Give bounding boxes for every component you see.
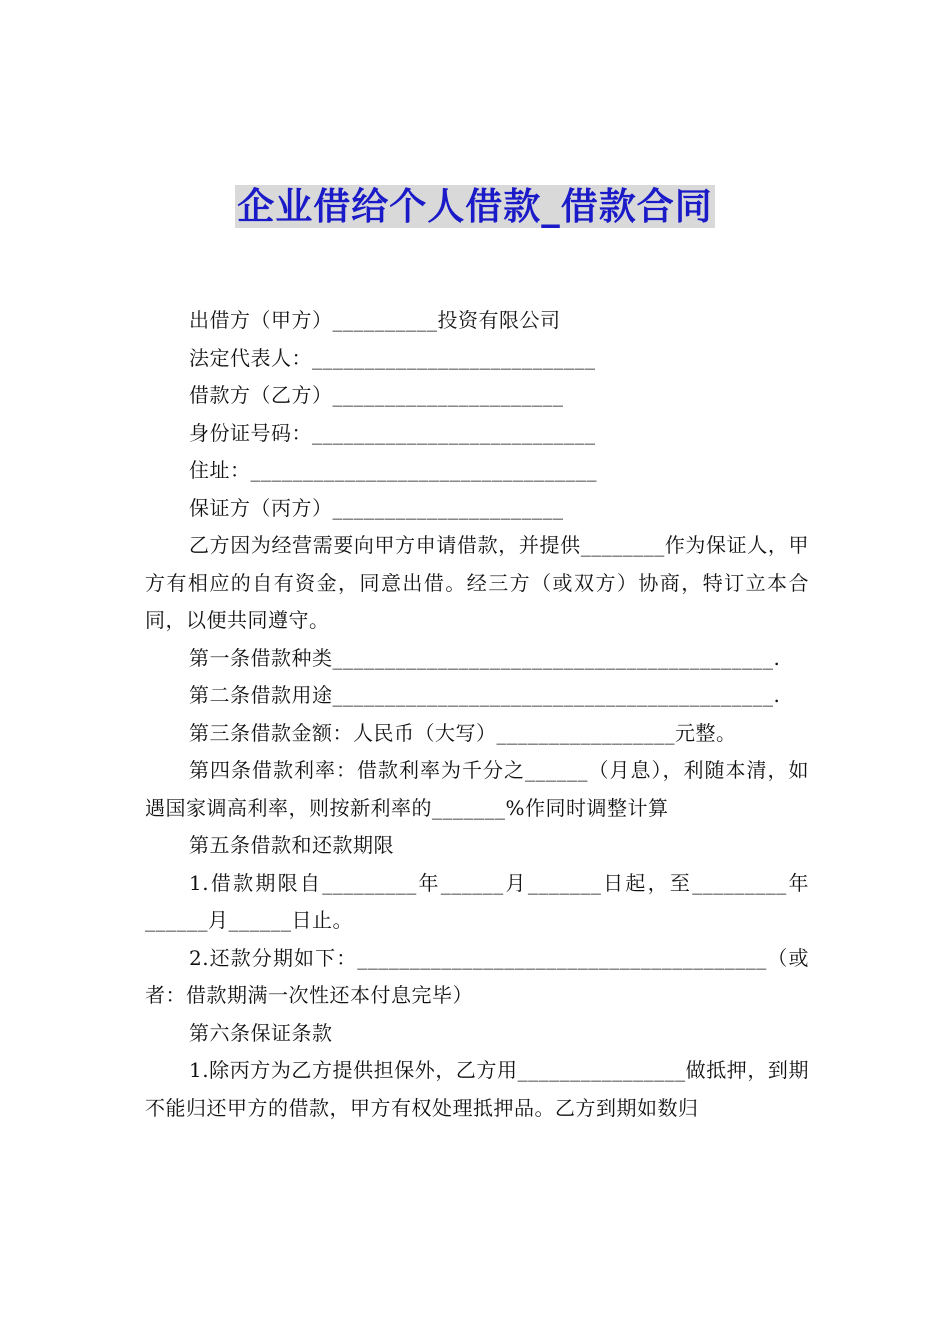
legal-rep-line: 法定代表人：___________________________: [189, 345, 596, 370]
id-number-line: 身份证号码：___________________________: [189, 420, 596, 445]
borrower-line: 借款方（乙方）______________________: [189, 383, 564, 407]
article-5-item-1: 1.借款期限自_________年______月_______日起，至_________年______月______日止。: [145, 870, 809, 932]
article-5-item-2: 2.还款分期如下：_______________________________________（或者：借款期满一次性还本付息完毕）: [145, 945, 809, 1007]
article-5-heading: 第五条借款和还款期限: [189, 833, 394, 857]
title-text: 企业借给个人借款_借款合同: [237, 185, 713, 228]
contract-body: [145, 302, 809, 1127]
article-4-interest-rate: 第四条借款利率：借款利率为千分之______（月息），利随本清，如遇国家调高利率，则按新利率的_______%作同时调整计算: [145, 758, 809, 820]
guarantor-line: 保证方（丙方）______________________: [189, 495, 564, 520]
document-title: [0, 176, 950, 230]
lender-line: 出借方（甲方）__________投资有限公司: [189, 308, 561, 332]
article-6-item-1: 1.除丙方为乙方提供担保外，乙方用________________做抵押，到期不能归还甲方的借款，甲方有权处理抵押品。乙方到期如数归: [145, 1058, 809, 1120]
article-1-loan-type: 第一条借款种类__________________________________________.: [189, 645, 781, 670]
preamble-paragraph: 乙方因为经营需要向甲方申请借款，并提供________作为保证人，甲方有相应的自有资金，同意出借。经三方（或双方）协商，特订立本合同，以便共同遵守。: [145, 533, 809, 632]
article-6-heading: 第六条保证条款: [189, 1020, 333, 1045]
article-2-loan-purpose: 第二条借款用途__________________________________________.: [189, 683, 781, 707]
article-3-loan-amount: 第三条借款金额：人民币（大写）_________________元整。: [189, 720, 737, 745]
address-line: 住址：_________________________________: [189, 458, 597, 482]
